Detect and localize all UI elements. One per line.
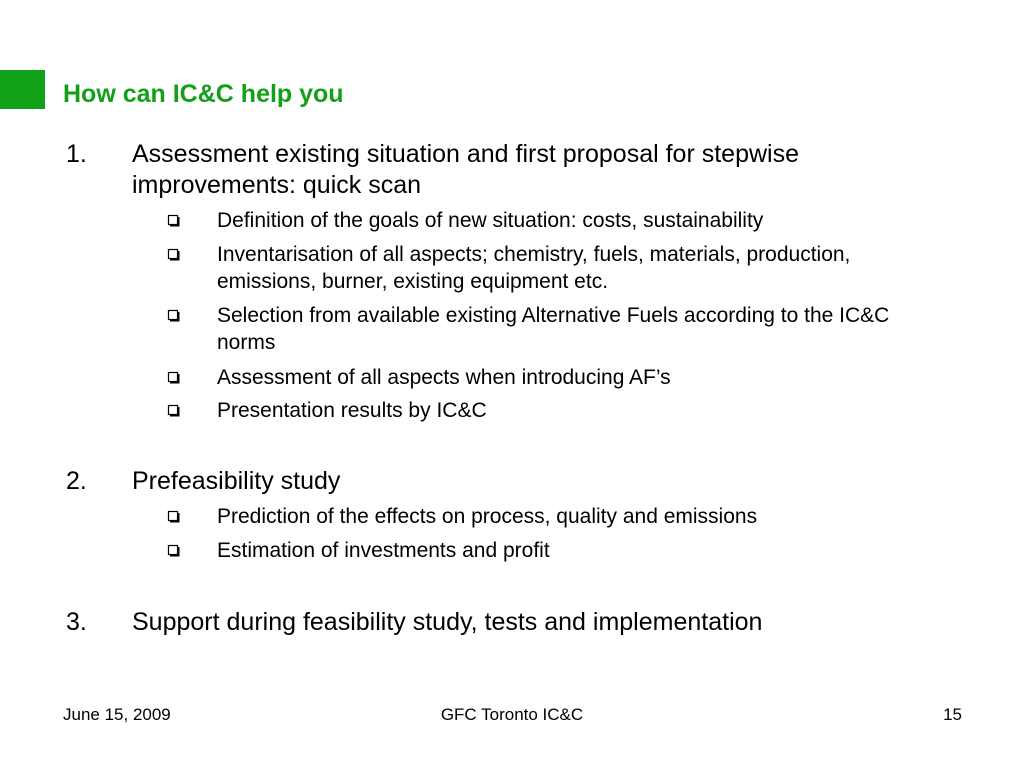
checkbox-icon <box>166 370 180 384</box>
sub-item-text: Selection from available existing Alternative Fuels according to the IC&C norms <box>217 304 890 354</box>
item-text: Support during feasibility study, tests and implementation <box>132 608 763 636</box>
checkbox-icon <box>166 543 180 557</box>
sub-item-text: Presentation results by IC&C <box>217 399 487 422</box>
sub-item-text: Assessment of all aspects when introducing AF’s <box>217 366 671 389</box>
item-number: 3. <box>66 608 87 636</box>
page-number: 15 <box>943 705 962 724</box>
checkbox-icon <box>166 247 180 261</box>
checkbox-icon <box>166 213 180 227</box>
slide-title: How can IC&C help you <box>63 80 344 108</box>
item-number: 2. <box>66 467 87 495</box>
item-text: Prefeasibility study <box>132 467 341 495</box>
item-text: Assessment existing situation and first proposal for stepwise improvements: quick scan <box>132 140 799 199</box>
checkbox-icon <box>166 509 180 523</box>
item-number: 1. <box>66 140 87 168</box>
checkbox-icon <box>166 308 180 322</box>
sub-item-text: Inventarisation of all aspects; chemistry, fuels, materials, production, emissions, burner, existing equipment etc. <box>217 243 851 293</box>
footer-date: June 15, 2009 <box>63 705 171 724</box>
checkbox-icon <box>166 403 180 417</box>
sub-item-text: Definition of the goals of new situation: costs, sustainability <box>217 209 764 232</box>
sub-item-text: Estimation of investments and profit <box>217 539 550 562</box>
footer-center: GFC Toronto IC&C <box>440 705 584 724</box>
sub-item-text: Prediction of the effects on process, quality and emissions <box>217 505 758 528</box>
accent-block <box>0 70 45 109</box>
